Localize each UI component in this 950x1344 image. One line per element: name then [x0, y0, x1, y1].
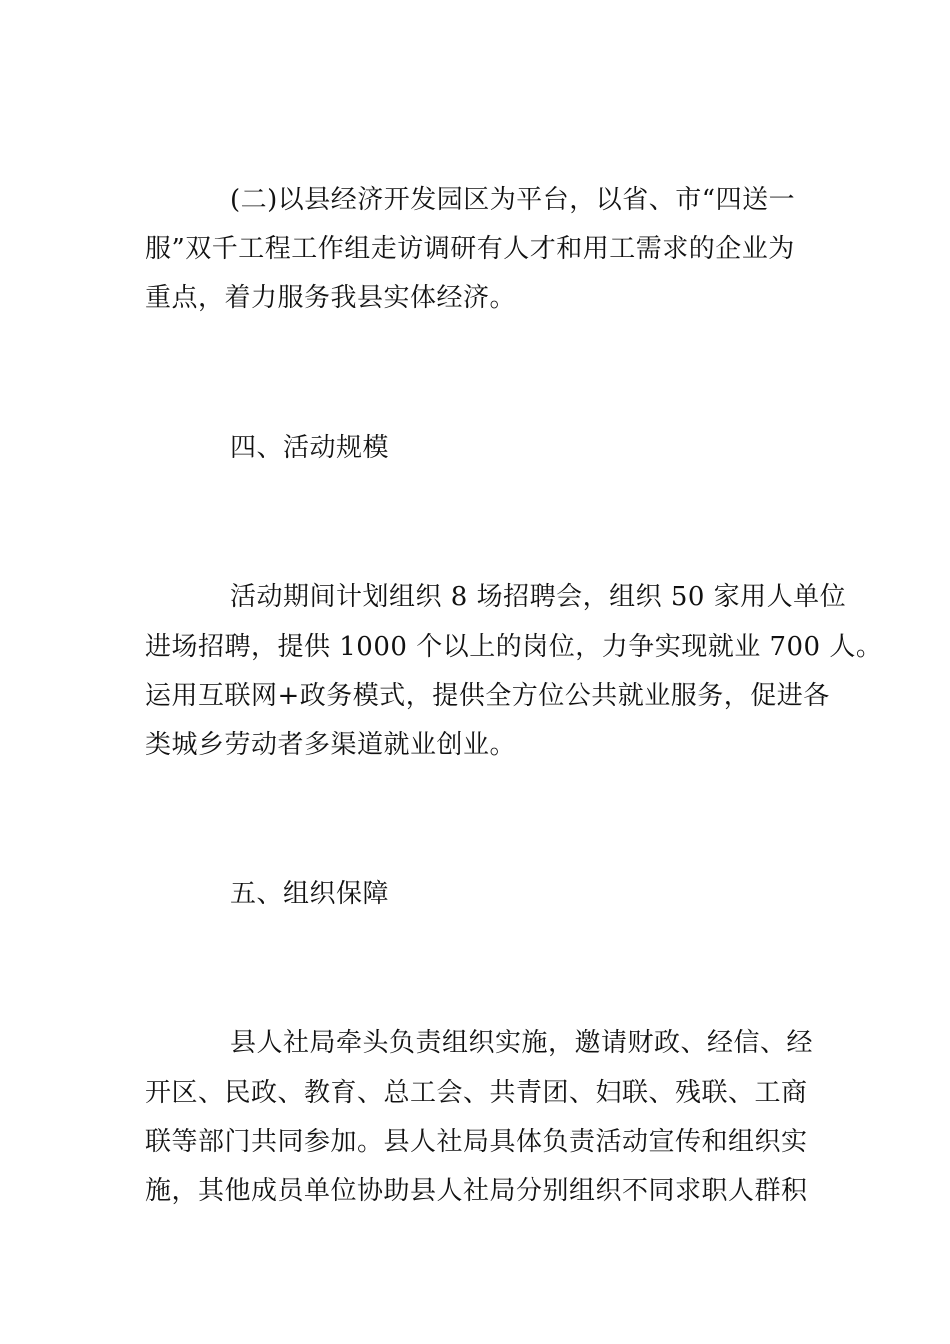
paragraph-line: 运用互联网+政务模式，提供全方位公共就业服务，促进各 — [145, 681, 830, 711]
paragraph-line: 进场招聘，提供 1000 个以上的岗位，力争实现就业 700 人。 — [145, 632, 883, 662]
section-heading-4: 四、活动规模 — [230, 433, 390, 463]
paragraph-line: 施，其他成员单位协助县人社局分别组织不同求职人群积 — [145, 1176, 808, 1206]
paragraph-line: 活动期间计划组织 8 场招聘会，组织 50 家用人单位 — [230, 582, 847, 612]
paragraph-line: 开区、民政、教育、总工会、共青团、妇联、残联、工商 — [145, 1078, 808, 1108]
paragraph-line: 重点，着力服务我县实体经济。 — [145, 283, 517, 313]
paragraph-line: 县人社局牵头负责组织实施，邀请财政、经信、经 — [230, 1028, 814, 1058]
paragraph-line: 服”双千工程工作组走访调研有人才和用工需求的企业为 — [145, 234, 795, 264]
paragraph-line: (二)以县经济开发园区为平台，以省、市“四送一 — [230, 185, 796, 215]
section-heading-5: 五、组织保障 — [230, 879, 390, 909]
paragraph-line: 联等部门共同参加。县人社局具体负责活动宣传和组织实 — [145, 1127, 808, 1157]
paragraph-line: 类城乡劳动者多渠道就业创业。 — [145, 730, 517, 760]
